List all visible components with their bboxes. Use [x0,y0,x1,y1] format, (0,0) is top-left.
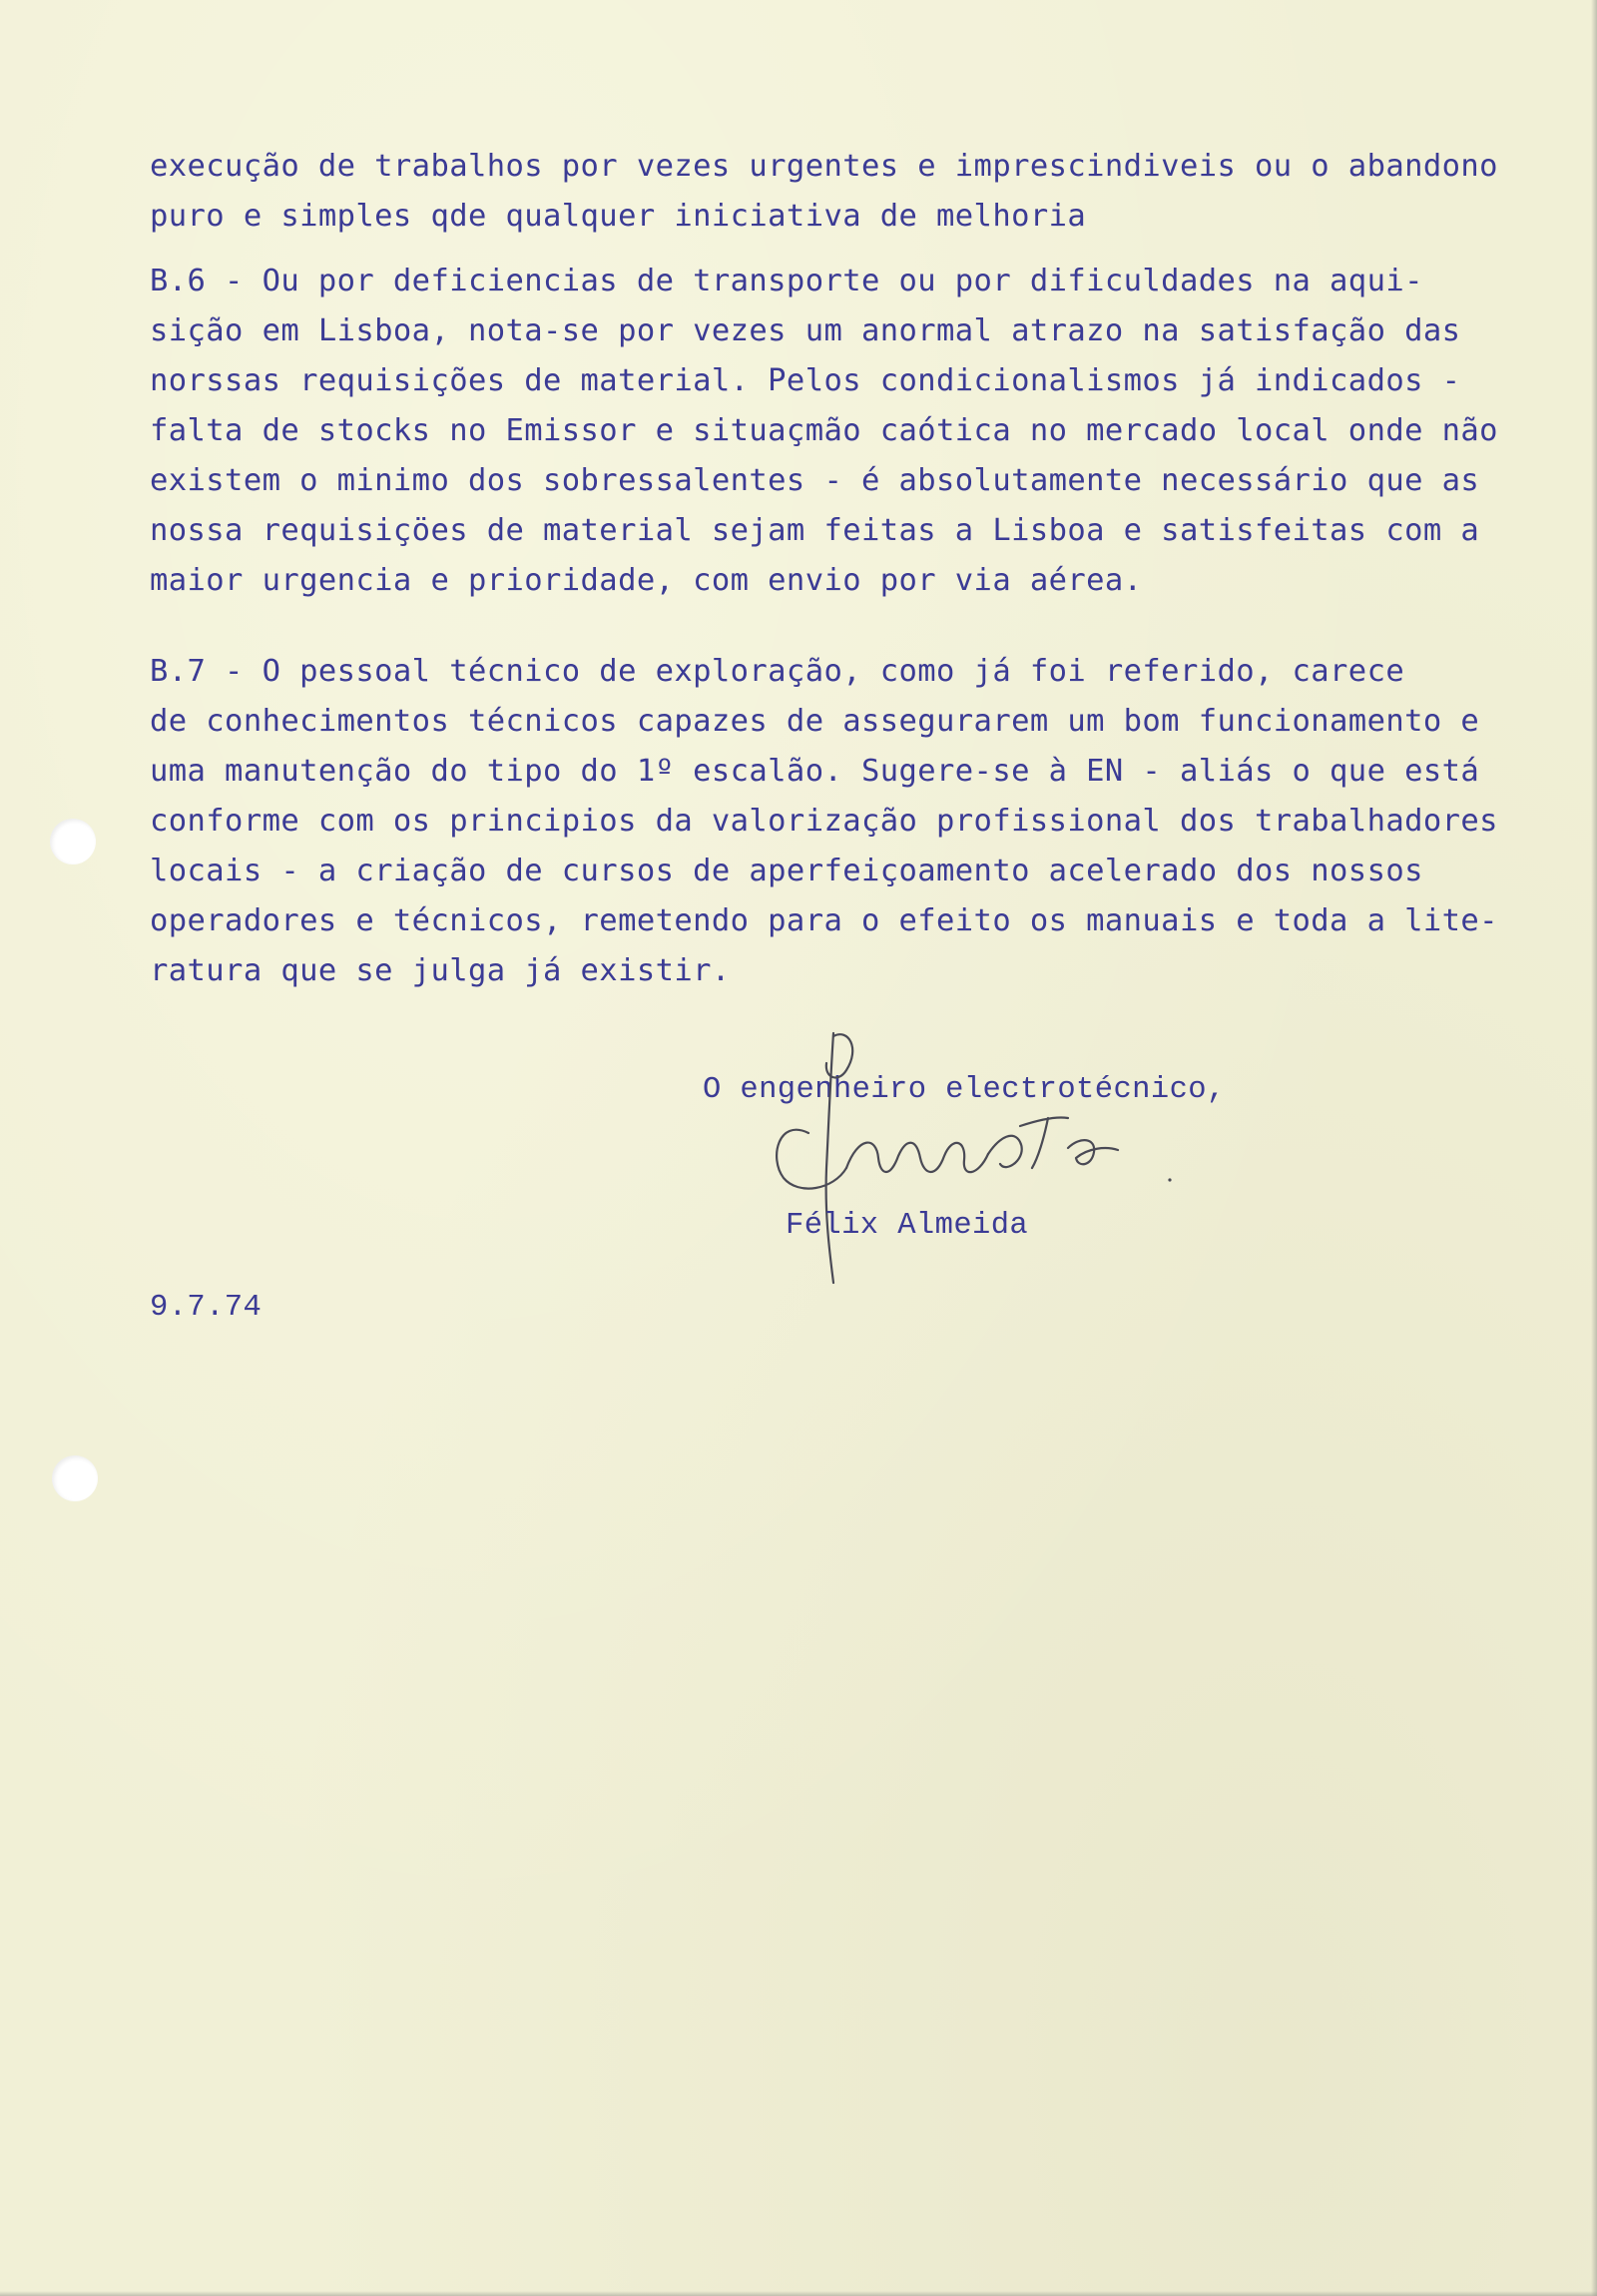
text-line: nossa requisiçöes de material sejam feitas a Lisboa e satisfeitas com a [150,513,1480,548]
punch-hole-bottom [52,1455,98,1501]
text-line: B.6 - Ou por deficiencias de transporte ou por dificuldades na aqui- [150,264,1423,298]
text-line: norssas requisições de material. Pelos condicionalismos já indicados - [150,363,1461,398]
section-b6-paragraph [150,257,1577,606]
text-line: existem o minimo dos sobressalentes - é absolutamente necessário que as [150,463,1480,498]
signature-dot-icon [1168,1178,1171,1181]
signer-name: Félix Almeida [786,1209,1029,1243]
text-line: maior urgencia e prioridade, com envio por via aérea. [150,563,1143,598]
text-line: locais - a criação de cursos de aperfeiçoamento acelerado dos nossos [150,854,1423,888]
section-b7-paragraph [150,647,1577,996]
page-edge-bottom [0,2291,1597,2296]
text-line: falta de stocks no Emissor e situaçmão caótica no mercado local onde não [150,413,1498,448]
paragraph-continuation [150,142,1577,242]
text-line: uma manutenção do tipo do 1º escalão. Sugere-se à EN - aliás o que está [150,754,1480,789]
text-line: ratura que se julga já existir. [150,953,731,988]
text-line: de conhecimentos técnicos capazes de assegurarem um bom funcionamento e [150,704,1480,739]
document-date: 9.7.74 [150,1291,263,1325]
text-line: operadores e técnicos, remetendo para o efeito os manuais e toda a lite- [150,903,1498,938]
punch-hole-top [50,819,96,864]
text-line: execução de trabalhos por vezes urgentes e imprescindiveis ou o abandono [150,149,1498,184]
text-line: sição em Lisboa, nota-se por vezes um anormal atrazo na satisfação das [150,313,1461,348]
text-line: conforme com os principios da valorização profissional dos trabalhadores [150,804,1498,839]
signature-closing: O engenheiro electrotécnico, [703,1073,1226,1107]
text-line: B.7 - O pessoal técnico de exploração, como já foi referido, carece [150,654,1405,689]
page-edge-right [1591,0,1597,2296]
text-line: puro e simples qde qualquer iniciativa de melhoria [150,199,1087,234]
handwritten-signature [739,1018,1198,1298]
